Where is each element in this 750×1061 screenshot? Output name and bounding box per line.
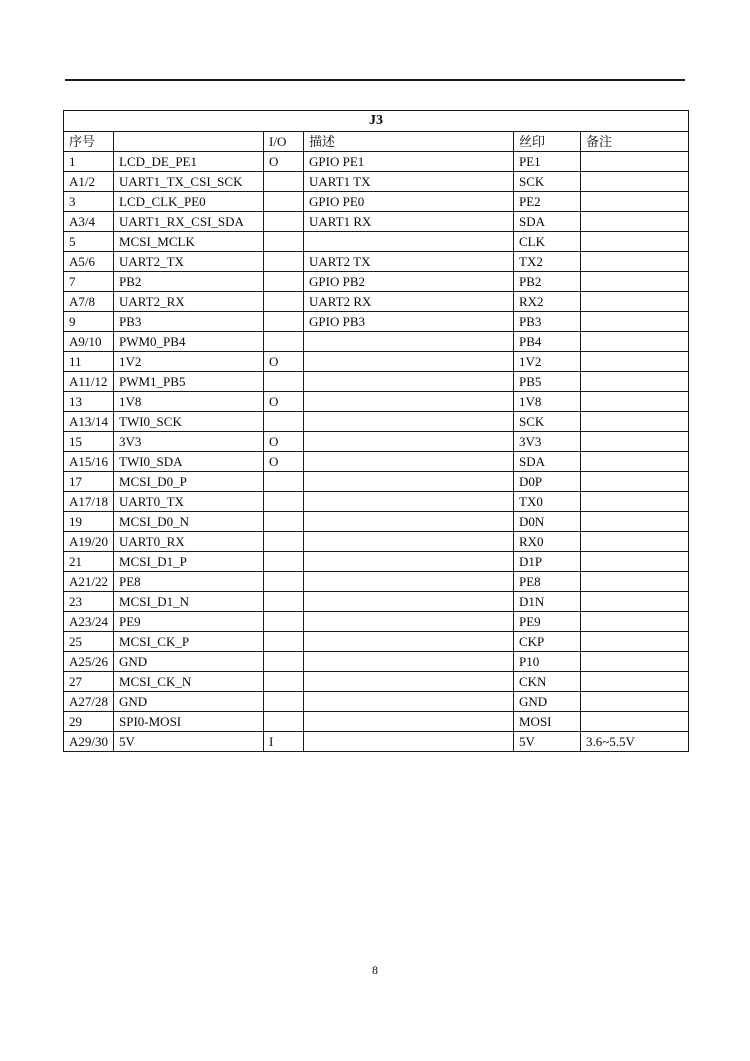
table-cell <box>581 432 689 452</box>
table-cell: UART1_RX_CSI_SDA <box>114 212 264 232</box>
table-cell: PE8 <box>114 572 264 592</box>
table-cell: A13/14 <box>64 412 114 432</box>
table-cell <box>304 452 514 472</box>
page-number: 8 <box>372 963 378 977</box>
table-cell: 13 <box>64 392 114 412</box>
table-row <box>64 232 689 252</box>
table-cell: 1V2 <box>114 352 264 372</box>
table-cell: O <box>264 392 304 412</box>
table-cell <box>304 412 514 432</box>
table-cell <box>581 532 689 552</box>
column-header-io: I/O <box>264 132 304 152</box>
table-cell: A1/2 <box>64 172 114 192</box>
table-cell: GND <box>114 692 264 712</box>
table-row <box>64 552 689 572</box>
table-cell: MCSI_MCLK <box>114 232 264 252</box>
table-cell <box>304 532 514 552</box>
table-cell <box>581 512 689 532</box>
table-cell <box>581 392 689 412</box>
table-cell: SDA <box>514 452 581 472</box>
table-cell <box>304 612 514 632</box>
table-cell: PB3 <box>514 312 581 332</box>
table-cell: MCSI_D0_N <box>114 512 264 532</box>
table-row <box>64 612 689 632</box>
table-cell <box>304 552 514 572</box>
table-cell: P10 <box>514 652 581 672</box>
connector-j3-table <box>63 110 689 752</box>
table-body <box>64 152 689 752</box>
table-cell <box>264 512 304 532</box>
table-cell: A3/4 <box>64 212 114 232</box>
table-cell: 1V8 <box>514 392 581 412</box>
table-cell <box>581 172 689 192</box>
table-cell: 1V8 <box>114 392 264 412</box>
table-cell <box>581 452 689 472</box>
table-cell: SPI0-MOSI <box>114 712 264 732</box>
table-cell: PE9 <box>114 612 264 632</box>
table-cell: GPIO PB3 <box>304 312 514 332</box>
table-cell <box>581 652 689 672</box>
table-cell: A19/20 <box>64 532 114 552</box>
table-row <box>64 372 689 392</box>
table-cell: MCSI_D0_P <box>114 472 264 492</box>
table-cell: 29 <box>64 712 114 732</box>
header-rule <box>65 79 685 81</box>
table-row <box>64 692 689 712</box>
table-cell: PE9 <box>514 612 581 632</box>
table-cell: 5 <box>64 232 114 252</box>
table-cell: GPIO PB2 <box>304 272 514 292</box>
table-cell <box>581 232 689 252</box>
table-cell: 3 <box>64 192 114 212</box>
table-row <box>64 672 689 692</box>
table-cell <box>264 712 304 732</box>
table-row <box>64 732 689 752</box>
table-row <box>64 472 689 492</box>
table-cell: 21 <box>64 552 114 572</box>
table-cell <box>581 312 689 332</box>
table-row <box>64 392 689 412</box>
table-row <box>64 292 689 312</box>
table-cell: 9 <box>64 312 114 332</box>
table-cell: GPIO PE1 <box>304 152 514 172</box>
table-cell <box>304 692 514 712</box>
table-cell <box>581 692 689 712</box>
table-cell <box>581 212 689 232</box>
table-cell <box>264 612 304 632</box>
table-cell <box>581 152 689 172</box>
table-cell <box>581 632 689 652</box>
table-cell: A9/10 <box>64 332 114 352</box>
table-cell <box>581 292 689 312</box>
table-cell <box>264 552 304 572</box>
table-cell: 19 <box>64 512 114 532</box>
table-cell <box>264 272 304 292</box>
table-cell: UART2 RX <box>304 292 514 312</box>
table-cell: PE1 <box>514 152 581 172</box>
table-cell: GND <box>114 652 264 672</box>
table-cell <box>304 712 514 732</box>
table-cell: A17/18 <box>64 492 114 512</box>
table-cell <box>264 572 304 592</box>
table-cell: O <box>264 452 304 472</box>
table-cell <box>264 372 304 392</box>
table-cell: TX2 <box>514 252 581 272</box>
table-cell: 7 <box>64 272 114 292</box>
table-cell <box>304 492 514 512</box>
table-cell <box>264 672 304 692</box>
table-row <box>64 512 689 532</box>
table-cell <box>581 612 689 632</box>
table-cell: PB2 <box>514 272 581 292</box>
table-cell <box>581 192 689 212</box>
table-cell: CLK <box>514 232 581 252</box>
table-cell <box>264 192 304 212</box>
column-header-remark: 备注 <box>581 132 689 152</box>
table-cell <box>581 352 689 372</box>
table-row <box>64 412 689 432</box>
table-cell <box>264 592 304 612</box>
table-cell <box>581 592 689 612</box>
table-cell: 23 <box>64 592 114 612</box>
column-header-description: 描述 <box>304 132 514 152</box>
table-row <box>64 212 689 232</box>
table-row <box>64 252 689 272</box>
table-cell: LCD_DE_PE1 <box>114 152 264 172</box>
table-cell: SDA <box>514 212 581 232</box>
table-row <box>64 432 689 452</box>
table-cell <box>304 472 514 492</box>
table-cell <box>304 372 514 392</box>
table-cell: PWM1_PB5 <box>114 372 264 392</box>
table-cell: CKP <box>514 632 581 652</box>
table-row <box>64 272 689 292</box>
table-cell: MCSI_CK_N <box>114 672 264 692</box>
table-cell <box>581 472 689 492</box>
table-row <box>64 652 689 672</box>
table-cell <box>264 232 304 252</box>
table-cell: 1 <box>64 152 114 172</box>
table-cell <box>264 412 304 432</box>
table-cell <box>304 432 514 452</box>
table-cell: A27/28 <box>64 692 114 712</box>
column-header-index: 序号 <box>64 132 114 152</box>
table-cell <box>304 512 514 532</box>
table-cell <box>581 492 689 512</box>
table-cell: 27 <box>64 672 114 692</box>
table-cell <box>264 532 304 552</box>
table-cell: MOSI <box>514 712 581 732</box>
table-cell: GPIO PE0 <box>304 192 514 212</box>
table-cell <box>304 352 514 372</box>
table-cell <box>264 332 304 352</box>
table-cell: 5V <box>514 732 581 752</box>
table-cell <box>581 572 689 592</box>
table-cell <box>264 172 304 192</box>
table-cell <box>264 212 304 232</box>
column-header-signal <box>114 132 264 152</box>
table-cell: 3.6~5.5V <box>581 732 689 752</box>
table-cell <box>581 552 689 572</box>
table-cell: 5V <box>114 732 264 752</box>
table-cell: O <box>264 352 304 372</box>
table-cell <box>581 712 689 732</box>
table-row <box>64 452 689 472</box>
table-cell: UART2_TX <box>114 252 264 272</box>
table-cell: SCK <box>514 412 581 432</box>
table-row <box>64 492 689 512</box>
table-row <box>64 312 689 332</box>
table-cell: MCSI_CK_P <box>114 632 264 652</box>
table-title: J3 <box>64 111 689 132</box>
table-cell <box>264 492 304 512</box>
table-cell: I <box>264 732 304 752</box>
table-cell: D0N <box>514 512 581 532</box>
table-cell: 3V3 <box>114 432 264 452</box>
table-cell <box>304 592 514 612</box>
table-cell: PE2 <box>514 192 581 212</box>
table-cell: 15 <box>64 432 114 452</box>
column-header-silkscreen: 丝印 <box>514 132 581 152</box>
table-cell <box>581 252 689 272</box>
table-cell <box>264 692 304 712</box>
table-cell: TX0 <box>514 492 581 512</box>
table-cell: D1N <box>514 592 581 612</box>
table-cell: O <box>264 152 304 172</box>
table-cell: UART2 TX <box>304 252 514 272</box>
table-cell <box>264 652 304 672</box>
table-cell <box>581 372 689 392</box>
table-cell <box>264 632 304 652</box>
table-cell: CKN <box>514 672 581 692</box>
table-cell: UART1 TX <box>304 172 514 192</box>
table-cell: MCSI_D1_N <box>114 592 264 612</box>
table-cell: UART0_TX <box>114 492 264 512</box>
table-row <box>64 532 689 552</box>
table-row <box>64 352 689 372</box>
table-cell: UART0_RX <box>114 532 264 552</box>
table-row <box>64 712 689 732</box>
table-cell: A29/30 <box>64 732 114 752</box>
table-cell: D0P <box>514 472 581 492</box>
table-cell <box>304 232 514 252</box>
table-cell <box>581 672 689 692</box>
table-cell <box>304 632 514 652</box>
table-cell: 25 <box>64 632 114 652</box>
table-cell <box>304 392 514 412</box>
table-row <box>64 572 689 592</box>
table-row <box>64 632 689 652</box>
table-row <box>64 332 689 352</box>
table-cell: PB3 <box>114 312 264 332</box>
table-cell: PB5 <box>514 372 581 392</box>
table-row <box>64 192 689 212</box>
table-cell: O <box>264 432 304 452</box>
table-cell: UART2_RX <box>114 292 264 312</box>
table-cell <box>581 412 689 432</box>
table-header-row <box>64 132 689 152</box>
table-cell: GND <box>514 692 581 712</box>
table-cell: LCD_CLK_PE0 <box>114 192 264 212</box>
table-cell <box>304 332 514 352</box>
table-cell: PE8 <box>514 572 581 592</box>
table-cell: PB4 <box>514 332 581 352</box>
table-cell: UART1 RX <box>304 212 514 232</box>
table-cell <box>304 652 514 672</box>
table-cell: UART1_TX_CSI_SCK <box>114 172 264 192</box>
table-row <box>64 152 689 172</box>
table-cell: TWI0_SDA <box>114 452 264 472</box>
table-cell <box>304 572 514 592</box>
table-cell: PWM0_PB4 <box>114 332 264 352</box>
table-row <box>64 592 689 612</box>
table-cell: A7/8 <box>64 292 114 312</box>
table-cell: TWI0_SCK <box>114 412 264 432</box>
table-cell: A23/24 <box>64 612 114 632</box>
table-cell <box>264 312 304 332</box>
table-cell: RX0 <box>514 532 581 552</box>
table-cell: SCK <box>514 172 581 192</box>
table-cell: A5/6 <box>64 252 114 272</box>
table-cell: A21/22 <box>64 572 114 592</box>
table-cell: RX2 <box>514 292 581 312</box>
table-cell: A11/12 <box>64 372 114 392</box>
table-cell: 11 <box>64 352 114 372</box>
table-cell: MCSI_D1_P <box>114 552 264 572</box>
table-title-row <box>64 111 689 132</box>
table-cell <box>264 472 304 492</box>
table-cell: A25/26 <box>64 652 114 672</box>
table-cell: A15/16 <box>64 452 114 472</box>
table-cell: PB2 <box>114 272 264 292</box>
table-cell <box>304 672 514 692</box>
table-cell: 1V2 <box>514 352 581 372</box>
table-cell: D1P <box>514 552 581 572</box>
table-cell: 3V3 <box>514 432 581 452</box>
table-cell <box>264 252 304 272</box>
table-cell: 17 <box>64 472 114 492</box>
table-cell <box>304 732 514 752</box>
table-cell <box>581 272 689 292</box>
table-cell <box>264 292 304 312</box>
table-row <box>64 172 689 192</box>
table-cell <box>581 332 689 352</box>
